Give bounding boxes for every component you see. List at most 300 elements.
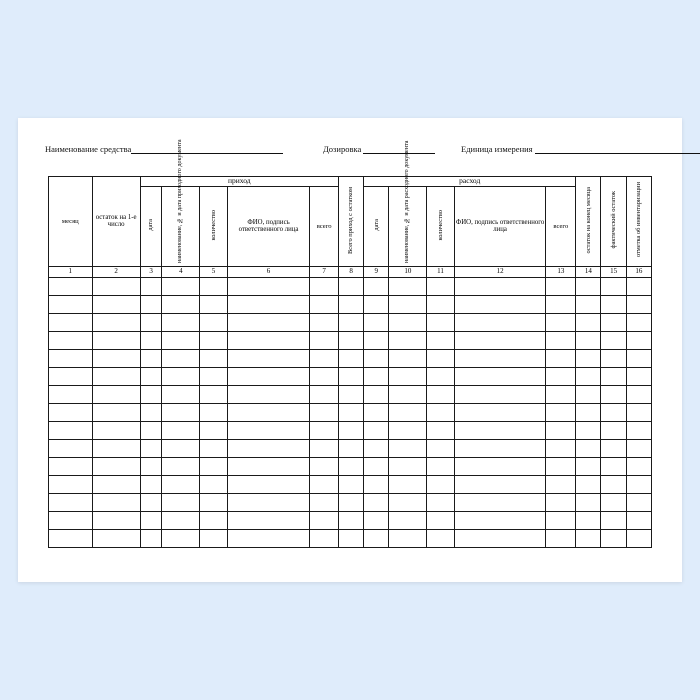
table-cell[interactable] <box>140 313 162 331</box>
table-row <box>49 295 652 313</box>
colnum-1: 1 <box>49 266 93 277</box>
table-cell[interactable] <box>338 475 363 493</box>
table-cell[interactable] <box>389 295 427 313</box>
table-row <box>49 439 652 457</box>
table-cell[interactable] <box>92 313 140 331</box>
table-cell[interactable] <box>576 349 601 367</box>
table-cell[interactable] <box>364 475 389 493</box>
table-cell[interactable] <box>454 457 546 475</box>
table-cell[interactable] <box>576 475 601 493</box>
table-cell[interactable] <box>576 313 601 331</box>
table-cell[interactable] <box>389 511 427 529</box>
table-cell[interactable] <box>364 421 389 439</box>
table-cell[interactable] <box>546 295 576 313</box>
header-month: месяц <box>49 177 93 267</box>
colnum-12: 12 <box>454 266 546 277</box>
group-header-expense: расход <box>364 177 576 187</box>
table-cell[interactable] <box>454 277 546 295</box>
table-cell[interactable] <box>364 331 389 349</box>
table-cell[interactable] <box>49 403 93 421</box>
table-cell[interactable] <box>626 475 651 493</box>
table-cell[interactable] <box>49 529 93 547</box>
table-cell[interactable] <box>162 511 200 529</box>
table-cell[interactable] <box>454 295 546 313</box>
table-cell[interactable] <box>546 331 576 349</box>
table-cell[interactable] <box>49 421 93 439</box>
table-cell[interactable] <box>626 385 651 403</box>
table-cell[interactable] <box>200 277 228 295</box>
table-cell[interactable] <box>49 385 93 403</box>
table-cell[interactable] <box>601 493 626 511</box>
table-cell[interactable] <box>576 457 601 475</box>
table-cell[interactable] <box>546 511 576 529</box>
table-cell[interactable] <box>601 475 626 493</box>
header-income-responsible: ФИО, подпись ответственного лица <box>227 187 310 267</box>
table-row <box>49 421 652 439</box>
table-cell[interactable] <box>364 349 389 367</box>
table-cell[interactable] <box>389 313 427 331</box>
table-cell[interactable] <box>92 403 140 421</box>
table-cell[interactable] <box>601 313 626 331</box>
table-cell[interactable] <box>227 457 310 475</box>
table-cell[interactable] <box>162 457 200 475</box>
table-cell[interactable] <box>454 493 546 511</box>
table-row <box>49 277 652 295</box>
table-cell[interactable] <box>427 475 455 493</box>
field-unit[interactable] <box>461 144 700 154</box>
table-cell[interactable] <box>338 421 363 439</box>
table-cell[interactable] <box>601 529 626 547</box>
table-cell[interactable] <box>162 439 200 457</box>
table-cell[interactable] <box>364 313 389 331</box>
table-cell[interactable] <box>546 277 576 295</box>
table-cell[interactable] <box>338 439 363 457</box>
table-cell[interactable] <box>601 421 626 439</box>
table-cell[interactable] <box>626 439 651 457</box>
table-cell[interactable] <box>601 277 626 295</box>
field-medicine-name-label: Наименование средства <box>45 144 132 154</box>
table-cell[interactable] <box>338 511 363 529</box>
table-cell[interactable] <box>227 421 310 439</box>
table-cell[interactable] <box>200 529 228 547</box>
table-cell[interactable] <box>427 493 455 511</box>
table-cell[interactable] <box>49 511 93 529</box>
table-cell[interactable] <box>140 331 162 349</box>
table-cell[interactable] <box>310 403 339 421</box>
header-balance-first: остаток на 1-е число <box>92 177 140 267</box>
table-cell[interactable] <box>227 529 310 547</box>
table-cell[interactable] <box>49 295 93 313</box>
table-cell[interactable] <box>427 349 455 367</box>
colnum-4: 4 <box>162 266 200 277</box>
colnum-3: 3 <box>140 266 162 277</box>
table-cell[interactable] <box>200 421 228 439</box>
colnum-9: 9 <box>364 266 389 277</box>
table-cell[interactable] <box>454 367 546 385</box>
table-cell[interactable] <box>227 367 310 385</box>
table-cell[interactable] <box>200 457 228 475</box>
table-cell[interactable] <box>338 349 363 367</box>
table-cell[interactable] <box>626 295 651 313</box>
table-cell[interactable] <box>427 277 455 295</box>
table-cell[interactable] <box>162 313 200 331</box>
table-cell[interactable] <box>454 349 546 367</box>
table-cell[interactable] <box>310 349 339 367</box>
table-cell[interactable] <box>454 439 546 457</box>
table-cell[interactable] <box>546 313 576 331</box>
table-cell[interactable] <box>546 349 576 367</box>
table-cell[interactable] <box>626 367 651 385</box>
header-income-date: дата <box>140 187 162 267</box>
table-cell[interactable] <box>162 475 200 493</box>
table-cell[interactable] <box>140 403 162 421</box>
table-cell[interactable] <box>49 277 93 295</box>
header-income-quantity: количество <box>200 187 228 267</box>
table-cell[interactable] <box>576 493 601 511</box>
table-cell[interactable] <box>626 457 651 475</box>
table-cell[interactable] <box>427 457 455 475</box>
table-cell[interactable] <box>310 457 339 475</box>
table-cell[interactable] <box>162 385 200 403</box>
colnum-16: 16 <box>626 266 651 277</box>
group-header-income: приход <box>140 177 338 187</box>
table-row <box>49 511 652 529</box>
table-cell[interactable] <box>389 349 427 367</box>
table-cell[interactable] <box>162 529 200 547</box>
table-cell[interactable] <box>92 475 140 493</box>
table-cell[interactable] <box>140 475 162 493</box>
header-expense-responsible: ФИО, подпись ответственного лица <box>454 187 546 267</box>
table-cell[interactable] <box>427 295 455 313</box>
table-cell[interactable] <box>546 439 576 457</box>
colnum-5: 5 <box>200 266 228 277</box>
table-row <box>49 367 652 385</box>
table-cell[interactable] <box>427 367 455 385</box>
table-cell[interactable] <box>364 403 389 421</box>
table-cell[interactable] <box>626 331 651 349</box>
table-cell[interactable] <box>92 295 140 313</box>
field-unit-label: Единица измерения <box>461 144 533 154</box>
table-cell[interactable] <box>364 385 389 403</box>
table-row <box>49 385 652 403</box>
table-cell[interactable] <box>49 439 93 457</box>
table-cell[interactable] <box>310 475 339 493</box>
table-cell[interactable] <box>227 403 310 421</box>
table-cell[interactable] <box>546 367 576 385</box>
table-cell[interactable] <box>162 295 200 313</box>
table-cell[interactable] <box>389 457 427 475</box>
document-sheet <box>18 118 682 582</box>
table-cell[interactable] <box>626 493 651 511</box>
table-cell[interactable] <box>546 529 576 547</box>
table-cell[interactable] <box>576 439 601 457</box>
table-cell[interactable] <box>227 313 310 331</box>
table-cell[interactable] <box>389 277 427 295</box>
table-cell[interactable] <box>92 511 140 529</box>
table-cell[interactable] <box>338 277 363 295</box>
table-cell[interactable] <box>140 277 162 295</box>
table-cell[interactable] <box>601 349 626 367</box>
table-cell[interactable] <box>338 403 363 421</box>
table-cell[interactable] <box>140 493 162 511</box>
colnum-15: 15 <box>601 266 626 277</box>
table-cell[interactable] <box>162 421 200 439</box>
table-cell[interactable] <box>227 277 310 295</box>
table-cell[interactable] <box>454 475 546 493</box>
table-cell[interactable] <box>389 421 427 439</box>
table-cell[interactable] <box>389 439 427 457</box>
table-cell[interactable] <box>364 511 389 529</box>
field-dosage-rule <box>363 144 435 154</box>
table-cell[interactable] <box>338 457 363 475</box>
field-medicine-name[interactable] <box>45 144 283 154</box>
colnum-7: 7 <box>310 266 339 277</box>
table-cell[interactable] <box>227 349 310 367</box>
table-cell[interactable] <box>162 493 200 511</box>
table-cell[interactable] <box>200 349 228 367</box>
table-cell[interactable] <box>364 493 389 511</box>
table-cell[interactable] <box>200 439 228 457</box>
table-cell[interactable] <box>200 403 228 421</box>
colnum-14: 14 <box>576 266 601 277</box>
table-cell[interactable] <box>389 493 427 511</box>
table-cell[interactable] <box>427 331 455 349</box>
table-cell[interactable] <box>576 331 601 349</box>
table-cell[interactable] <box>140 367 162 385</box>
table-cell[interactable] <box>92 349 140 367</box>
table-cell[interactable] <box>546 475 576 493</box>
table-cell[interactable] <box>626 511 651 529</box>
table-row <box>49 403 652 421</box>
table-cell[interactable] <box>310 439 339 457</box>
colnum-8: 8 <box>338 266 363 277</box>
header-total-income-with-balance: Всего приход с остатком <box>338 177 363 267</box>
table-cell[interactable] <box>310 493 339 511</box>
table-cell[interactable] <box>626 403 651 421</box>
table-cell[interactable] <box>601 367 626 385</box>
table-cell[interactable] <box>49 457 93 475</box>
table-cell[interactable] <box>601 457 626 475</box>
table-cell[interactable] <box>546 421 576 439</box>
table-cell[interactable] <box>427 421 455 439</box>
table-cell[interactable] <box>227 511 310 529</box>
table-cell[interactable] <box>162 367 200 385</box>
header-actual-balance: фактический остаток <box>601 177 626 267</box>
table-cell[interactable] <box>92 493 140 511</box>
header-expense-date: дата <box>364 187 389 267</box>
table-cell[interactable] <box>576 403 601 421</box>
table-cell[interactable] <box>546 385 576 403</box>
table-cell[interactable] <box>601 511 626 529</box>
table-cell[interactable] <box>454 529 546 547</box>
table-row <box>49 349 652 367</box>
table-cell[interactable] <box>576 529 601 547</box>
table-cell[interactable] <box>310 421 339 439</box>
table-cell[interactable] <box>389 475 427 493</box>
table-cell[interactable] <box>626 313 651 331</box>
field-dosage-label: Дозировка <box>323 144 362 154</box>
table-cell[interactable] <box>49 475 93 493</box>
table-row <box>49 475 652 493</box>
table-cell[interactable] <box>200 493 228 511</box>
table-cell[interactable] <box>389 529 427 547</box>
table-cell[interactable] <box>92 367 140 385</box>
table-cell[interactable] <box>162 331 200 349</box>
table-cell[interactable] <box>626 529 651 547</box>
table-cell[interactable] <box>92 529 140 547</box>
header-income-document: наименование, № и дата приходного документа <box>162 187 200 267</box>
table-cell[interactable] <box>200 385 228 403</box>
table-cell[interactable] <box>427 403 455 421</box>
colnum-2: 2 <box>92 266 140 277</box>
header-expense-total: всего <box>546 187 576 267</box>
table-group-header-row <box>49 177 652 187</box>
table-cell[interactable] <box>92 331 140 349</box>
table-cell[interactable] <box>546 493 576 511</box>
table-cell[interactable] <box>227 439 310 457</box>
table-cell[interactable] <box>310 295 339 313</box>
table-cell[interactable] <box>338 331 363 349</box>
table-cell[interactable] <box>310 367 339 385</box>
table-cell[interactable] <box>364 439 389 457</box>
table-cell[interactable] <box>454 313 546 331</box>
table-row <box>49 331 652 349</box>
table-cell[interactable] <box>576 367 601 385</box>
table-cell[interactable] <box>227 385 310 403</box>
table-cell[interactable] <box>389 367 427 385</box>
table-body <box>49 277 652 547</box>
table-row <box>49 493 652 511</box>
table-cell[interactable] <box>427 385 455 403</box>
table-cell[interactable] <box>576 385 601 403</box>
table-cell[interactable] <box>454 385 546 403</box>
table-cell[interactable] <box>49 493 93 511</box>
table-number-row <box>49 266 652 277</box>
table-cell[interactable] <box>576 511 601 529</box>
table-cell[interactable] <box>338 385 363 403</box>
colnum-10: 10 <box>389 266 427 277</box>
table-cell[interactable] <box>140 439 162 457</box>
table-cell[interactable] <box>576 295 601 313</box>
table-cell[interactable] <box>338 295 363 313</box>
table-cell[interactable] <box>601 439 626 457</box>
table-cell[interactable] <box>140 349 162 367</box>
table-cell[interactable] <box>364 277 389 295</box>
table-cell[interactable] <box>389 331 427 349</box>
header-expense-quantity: количество <box>427 187 455 267</box>
table-cell[interactable] <box>310 511 339 529</box>
table-cell[interactable] <box>601 385 626 403</box>
table-cell[interactable] <box>200 295 228 313</box>
table-cell[interactable] <box>49 331 93 349</box>
table-row <box>49 313 652 331</box>
table-cell[interactable] <box>140 295 162 313</box>
table-cell[interactable] <box>601 403 626 421</box>
table-cell[interactable] <box>546 403 576 421</box>
table-cell[interactable] <box>92 421 140 439</box>
table-cell[interactable] <box>92 457 140 475</box>
table-cell[interactable] <box>227 295 310 313</box>
table-cell[interactable] <box>227 475 310 493</box>
table-cell[interactable] <box>364 529 389 547</box>
table-cell[interactable] <box>49 313 93 331</box>
table-cell[interactable] <box>454 331 546 349</box>
table-cell[interactable] <box>364 367 389 385</box>
table-cell[interactable] <box>92 385 140 403</box>
table-cell[interactable] <box>338 313 363 331</box>
table-cell[interactable] <box>200 475 228 493</box>
table-cell[interactable] <box>140 511 162 529</box>
colnum-13: 13 <box>546 266 576 277</box>
table-cell[interactable] <box>454 403 546 421</box>
table-cell[interactable] <box>140 529 162 547</box>
table-cell[interactable] <box>364 295 389 313</box>
table-cell[interactable] <box>200 313 228 331</box>
table-cell[interactable] <box>338 493 363 511</box>
table-cell[interactable] <box>427 313 455 331</box>
table-cell[interactable] <box>162 403 200 421</box>
table-cell[interactable] <box>576 421 601 439</box>
table-cell[interactable] <box>576 277 601 295</box>
table-cell[interactable] <box>49 349 93 367</box>
table-cell[interactable] <box>601 295 626 313</box>
table-cell[interactable] <box>389 385 427 403</box>
colnum-11: 11 <box>427 266 455 277</box>
table-cell[interactable] <box>427 439 455 457</box>
header-inventory-mark: отметка об инвентаризации <box>626 177 651 267</box>
table-cell[interactable] <box>140 457 162 475</box>
table-cell[interactable] <box>92 277 140 295</box>
field-unit-rule <box>535 144 700 154</box>
table-cell[interactable] <box>310 331 339 349</box>
table-row <box>49 529 652 547</box>
table-cell[interactable] <box>338 529 363 547</box>
table-cell[interactable] <box>310 277 339 295</box>
table-row <box>49 457 652 475</box>
table-cell[interactable] <box>310 313 339 331</box>
table-cell[interactable] <box>389 403 427 421</box>
table-cell[interactable] <box>427 511 455 529</box>
table-cell[interactable] <box>626 349 651 367</box>
table-cell[interactable] <box>454 421 546 439</box>
table-cell[interactable] <box>310 529 339 547</box>
table-cell[interactable] <box>626 421 651 439</box>
table-cell[interactable] <box>427 529 455 547</box>
table-cell[interactable] <box>140 421 162 439</box>
table-cell[interactable] <box>454 511 546 529</box>
table-cell[interactable] <box>140 385 162 403</box>
colnum-6: 6 <box>227 266 310 277</box>
table-cell[interactable] <box>626 277 651 295</box>
table-cell[interactable] <box>364 457 389 475</box>
table-cell[interactable] <box>546 457 576 475</box>
table-cell[interactable] <box>310 385 339 403</box>
header-income-total: всего <box>310 187 339 267</box>
table-cell[interactable] <box>162 277 200 295</box>
table-cell[interactable] <box>200 511 228 529</box>
table-cell[interactable] <box>200 331 228 349</box>
table-cell[interactable] <box>227 331 310 349</box>
table-cell[interactable] <box>92 439 140 457</box>
field-dosage[interactable] <box>323 144 435 154</box>
table-cell[interactable] <box>162 349 200 367</box>
table-cell[interactable] <box>227 493 310 511</box>
table-cell[interactable] <box>200 367 228 385</box>
table-cell[interactable] <box>49 367 93 385</box>
table-cell[interactable] <box>601 331 626 349</box>
table-cell[interactable] <box>338 367 363 385</box>
header-expense-document: наименование, № и дата расходного документа <box>389 187 427 267</box>
